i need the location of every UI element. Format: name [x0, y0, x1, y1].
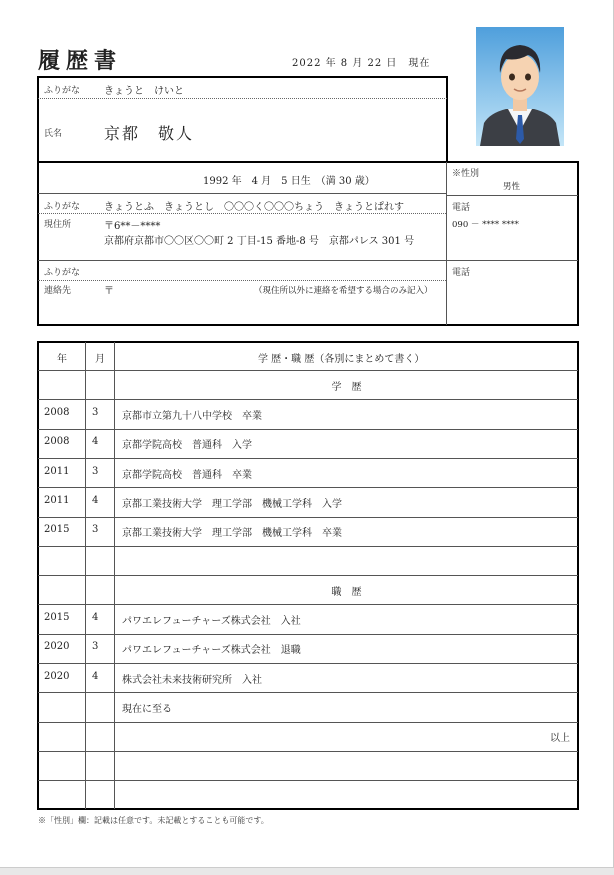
- divider: [38, 213, 446, 214]
- row-description: 株式会社未来技術研究所 入社: [122, 675, 262, 686]
- gender-value: 男性: [503, 182, 521, 192]
- row-month: 3: [92, 524, 99, 535]
- row-description: 京都学院高校 普通科 卒業: [122, 470, 252, 481]
- column-header-year: 年: [57, 354, 67, 365]
- contact-postal: 〒: [104, 286, 114, 297]
- row-divider: [38, 487, 578, 488]
- page-title: 履歴書: [38, 48, 123, 74]
- row-month: 3: [92, 641, 99, 652]
- address-furigana: きょうとふ きょうとし 〇〇〇く〇〇〇ちょう きょうとぱれす: [104, 202, 404, 213]
- column-header-month: 月: [95, 354, 105, 365]
- row-month: 4: [92, 612, 99, 623]
- row-year: 2020: [44, 641, 70, 652]
- row-divider: [38, 751, 578, 752]
- divider: [446, 162, 447, 325]
- footnote: ※「性別」欄：記載は任意です。未記載とすることも可能です。: [38, 816, 269, 825]
- row-description: 京都工業技術大学 理工学部 機械工学科 入学: [122, 499, 342, 510]
- divider: [38, 260, 578, 261]
- row-month: 3: [92, 407, 99, 418]
- row-description: 職 歴: [331, 587, 362, 598]
- row-divider: [38, 722, 578, 723]
- contact-note: （現住所以外に連絡を希望する場合のみ記入）: [254, 286, 433, 296]
- row-divider: [38, 546, 578, 547]
- row-divider: [38, 399, 578, 400]
- name-box: [37, 76, 448, 163]
- row-year: 2015: [44, 612, 70, 623]
- row-divider: [38, 429, 578, 430]
- row-year: 2008: [44, 436, 70, 447]
- row-month: 4: [92, 671, 99, 682]
- address-postal: 〒6**－****: [104, 221, 161, 232]
- phone-number: 090 － **** ****: [452, 220, 519, 230]
- row-year: 2011: [44, 466, 70, 477]
- contact-furigana-label: ふりがな: [44, 268, 81, 278]
- address-label: 現住所: [44, 220, 72, 230]
- row-description: 京都工業技術大学 理工学部 機械工学科 卒業: [122, 528, 342, 539]
- divider: [447, 195, 578, 196]
- birth-date: 1992 年 4 月 5 日生 （満 30 歳）: [203, 176, 375, 187]
- row-month: 4: [92, 436, 99, 447]
- phone-label: 電話: [452, 203, 471, 213]
- row-year: 2020: [44, 671, 70, 682]
- name-furigana: きょうと けいと: [104, 86, 184, 97]
- row-year: 2008: [44, 407, 70, 418]
- contact-phone-label: 電話: [452, 268, 471, 278]
- address-line: 京都府京都市〇〇区〇〇町 2 丁目-15 番地-8 号 京都パレス 301 号: [104, 236, 415, 247]
- column-header-description: 学 歴・職 歴（各別にまとめて書く）: [258, 354, 425, 365]
- row-divider: [38, 780, 578, 781]
- divider: [38, 280, 446, 281]
- row-description: 京都市立第九十八中学校 卒業: [122, 411, 262, 422]
- row-year: 2015: [44, 524, 70, 535]
- divider: [38, 193, 446, 194]
- portrait-photo: [476, 27, 564, 146]
- row-divider: [38, 604, 578, 605]
- row-description: 京都学院高校 普通科 入学: [122, 440, 252, 451]
- divider: [38, 98, 447, 99]
- row-divider: [38, 458, 578, 459]
- row-description: パワエレフューチャーズ株式会社 退職: [122, 645, 301, 656]
- row-description: 学 歴: [331, 382, 362, 393]
- address-furigana-label: ふりがな: [44, 202, 81, 212]
- row-description: 以上: [550, 733, 570, 744]
- name-furigana-label: ふりがな: [44, 86, 81, 96]
- row-month: 3: [92, 466, 99, 477]
- row-divider: [38, 663, 578, 664]
- row-divider: [38, 370, 578, 371]
- full-name: 京都 敬人: [104, 124, 195, 143]
- gender-label: ※性別: [452, 169, 480, 179]
- row-divider: [38, 517, 578, 518]
- row-description: パワエレフューチャーズ株式会社 入社: [122, 616, 301, 627]
- row-divider: [38, 634, 578, 635]
- row-divider: [38, 692, 578, 693]
- row-month: 4: [92, 495, 99, 506]
- row-description: 現在に至る: [122, 704, 172, 715]
- row-year: 2011: [44, 495, 70, 506]
- row-divider: [38, 575, 578, 576]
- name-label: 氏名: [44, 129, 63, 139]
- current-date: 2022 年 8 月 22 日 現在: [292, 58, 431, 69]
- contact-label: 連絡先: [44, 286, 72, 296]
